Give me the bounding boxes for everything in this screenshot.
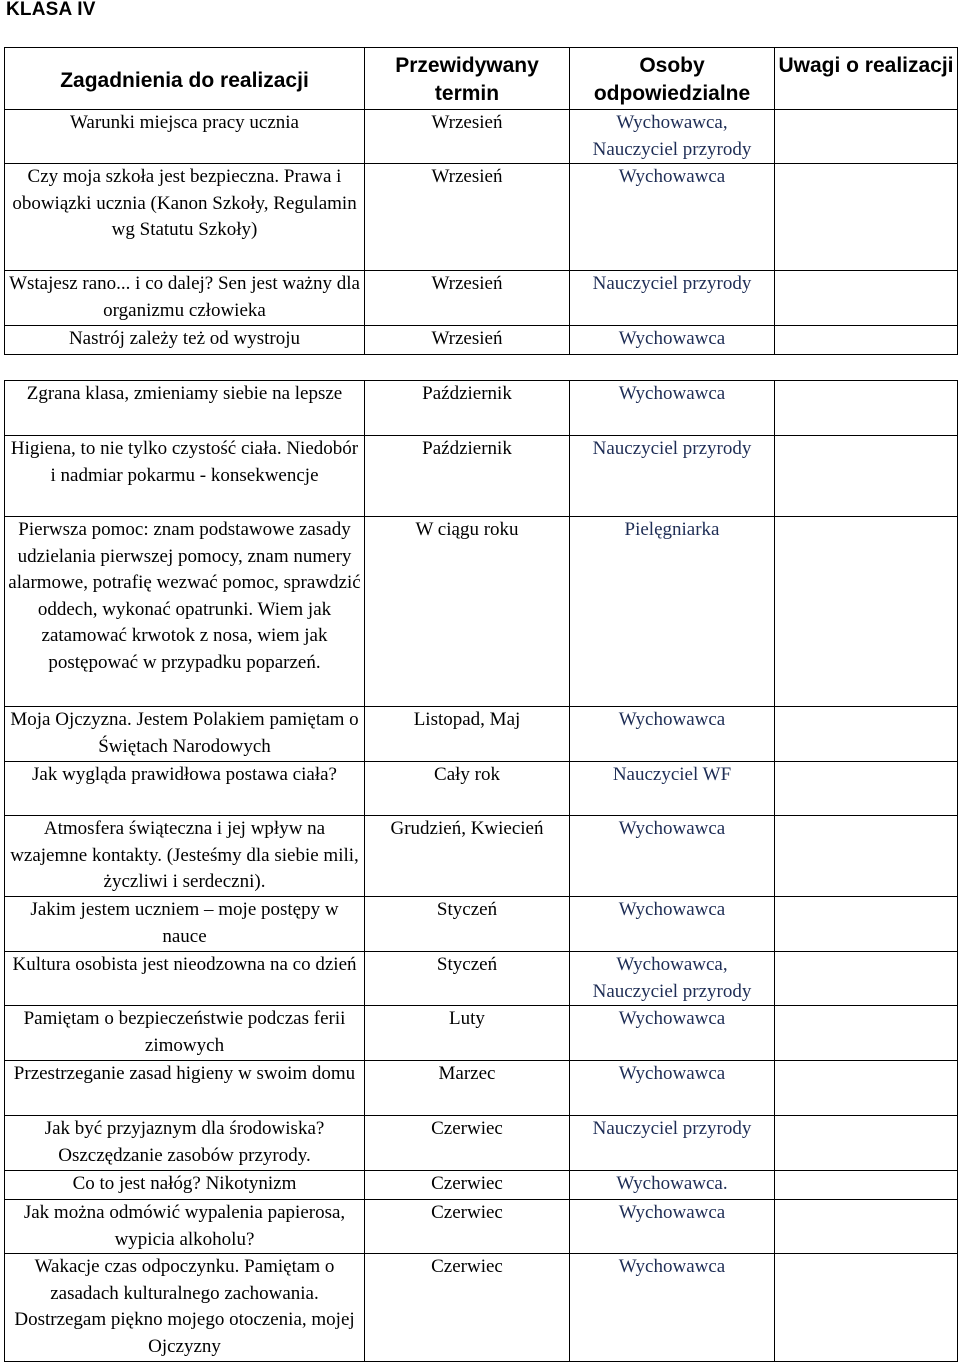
notes-cell <box>775 707 958 762</box>
notes-cell <box>775 1061 958 1116</box>
header-persons: Osoby odpowiedzialne <box>570 48 775 110</box>
table-row <box>5 707 958 762</box>
persons-cell: Wychowawca <box>570 381 775 436</box>
topic-cell: Jak można odmówić wypalenia papierosa, wypicia alkoholu? <box>5 1200 365 1254</box>
term-cell: Marzec <box>365 1061 570 1116</box>
notes-cell <box>775 816 958 897</box>
topic-cell: Zgrana klasa, zmieniamy siebie na lepsze <box>5 381 365 436</box>
page-title: KLASA IV <box>6 0 96 20</box>
table-row <box>5 1254 958 1362</box>
table-row <box>5 326 958 355</box>
term-cell: Styczeń <box>365 952 570 1006</box>
topic-cell: Jak wygląda prawidłowa postawa ciała? <box>5 762 365 816</box>
term-cell: Czerwiec <box>365 1171 570 1200</box>
topic-cell: Czy moja szkoła jest bezpieczna. Prawa i obowiązki ucznia (Kanon Szkoły, Regulamin wg Statutu Szkoły) <box>5 164 365 271</box>
header-topic: Zagadnienia do realizacji <box>5 48 365 110</box>
term-cell: Grudzień, Kwiecień <box>365 816 570 897</box>
notes-cell <box>775 164 958 271</box>
topic-cell: Wakacje czas odpoczynku. Pamiętam o zasadach kulturalnego zachowania. Dostrzegam piękno mojego otoczenia, mojej Ojczyzny <box>5 1254 365 1362</box>
term-cell: Październik <box>365 381 570 436</box>
persons-cell: Wychowawca <box>570 1061 775 1116</box>
table-body <box>5 110 958 1362</box>
persons-cell: Wychowawca <box>570 707 775 762</box>
persons-cell: Wychowawca <box>570 164 775 271</box>
header-term: Przewidywany termin <box>365 48 570 110</box>
topic-cell: Nastrój zależy też od wystroju <box>5 326 365 355</box>
topic-cell: Co to jest nałóg? Nikotynizm <box>5 1171 365 1200</box>
term-cell: Cały rok <box>365 762 570 816</box>
table-row <box>5 1006 958 1061</box>
persons-cell: Wychowawca, Nauczyciel przyrody <box>570 110 775 164</box>
persons-cell: Wychowawca <box>570 897 775 952</box>
persons-cell: Nauczyciel WF <box>570 762 775 816</box>
notes-cell <box>775 1116 958 1171</box>
topic-cell: Wstajesz rano... i co dalej? Sen jest ważny dla organizmu człowieka <box>5 271 365 326</box>
notes-cell <box>775 897 958 952</box>
notes-cell <box>775 517 958 707</box>
notes-cell <box>775 1254 958 1362</box>
notes-cell <box>775 326 958 355</box>
persons-cell: Wychowawca <box>570 326 775 355</box>
table-row <box>5 1171 958 1200</box>
term-cell: Wrzesień <box>365 271 570 326</box>
table-row <box>5 897 958 952</box>
table-row <box>5 1116 958 1171</box>
table-header-row <box>5 48 958 110</box>
topic-cell: Przestrzeganie zasad higieny w swoim domu <box>5 1061 365 1116</box>
topic-cell: Warunki miejsca pracy ucznia <box>5 110 365 164</box>
plan-table <box>4 47 958 1362</box>
notes-cell <box>775 1171 958 1200</box>
notes-cell <box>775 381 958 436</box>
persons-cell: Wychowawca <box>570 1200 775 1254</box>
table-row <box>5 271 958 326</box>
notes-cell <box>775 1006 958 1061</box>
term-cell: Luty <box>365 1006 570 1061</box>
term-cell: W ciągu roku <box>365 517 570 707</box>
notes-cell <box>775 271 958 326</box>
persons-cell: Wychowawca <box>570 1254 775 1362</box>
table-row <box>5 381 958 436</box>
table-row <box>5 816 958 897</box>
term-cell: Wrzesień <box>365 110 570 164</box>
term-cell: Czerwiec <box>365 1254 570 1362</box>
table-row <box>5 762 958 816</box>
persons-cell: Wychowawca, Nauczyciel przyrody <box>570 952 775 1006</box>
persons-cell: Nauczyciel przyrody <box>570 436 775 517</box>
persons-cell: Nauczyciel przyrody <box>570 1116 775 1171</box>
notes-cell <box>775 952 958 1006</box>
persons-cell: Wychowawca. <box>570 1171 775 1200</box>
persons-cell: Wychowawca <box>570 1006 775 1061</box>
table-row <box>5 517 958 707</box>
topic-cell: Jak być przyjaznym dla środowiska? Oszczędzanie zasobów przyrody. <box>5 1116 365 1171</box>
notes-cell <box>775 762 958 816</box>
table-row <box>5 110 958 164</box>
topic-cell: Higiena, to nie tylko czystość ciała. Niedobór i nadmiar pokarmu - konsekwencje <box>5 436 365 517</box>
notes-cell <box>775 436 958 517</box>
table-row <box>5 952 958 1006</box>
persons-cell: Nauczyciel przyrody <box>570 271 775 326</box>
persons-cell: Pielęgniarka <box>570 517 775 707</box>
notes-cell <box>775 1200 958 1254</box>
topic-cell: Kultura osobista jest nieodzowna na co dzień <box>5 952 365 1006</box>
term-cell: Listopad, Maj <box>365 707 570 762</box>
term-cell: Czerwiec <box>365 1200 570 1254</box>
topic-cell: Pierwsza pomoc: znam podstawowe zasady udzielania pierwszej pomocy, znam numery alarmowe, potrafię wezwać pomoc, sprawdzić oddech, wykonać opatrunki. Wiem jak zatamować krwotok z nosa, wiem jak postępować w przypadku poparzeń. <box>5 517 365 707</box>
term-cell: Wrzesień <box>365 326 570 355</box>
term-cell: Styczeń <box>365 897 570 952</box>
table-row <box>5 1200 958 1254</box>
persons-cell: Wychowawca <box>570 816 775 897</box>
header-notes: Uwagi o realizacji <box>775 48 958 110</box>
section-gap <box>5 355 958 381</box>
topic-cell: Moja Ojczyzna. Jestem Polakiem pamiętam o Świętach Narodowych <box>5 707 365 762</box>
topic-cell: Pamiętam o bezpieczeństwie podczas ferii zimowych <box>5 1006 365 1061</box>
topic-cell: Jakim jestem uczniem – moje postępy w nauce <box>5 897 365 952</box>
term-cell: Wrzesień <box>365 164 570 271</box>
table-row <box>5 436 958 517</box>
topic-cell: Atmosfera świąteczna i jej wpływ na wzajemne kontakty. (Jesteśmy dla siebie mili, życzliwi i serdeczni). <box>5 816 365 897</box>
term-cell: Październik <box>365 436 570 517</box>
table-row <box>5 1061 958 1116</box>
term-cell: Czerwiec <box>365 1116 570 1171</box>
table-row <box>5 164 958 271</box>
notes-cell <box>775 110 958 164</box>
